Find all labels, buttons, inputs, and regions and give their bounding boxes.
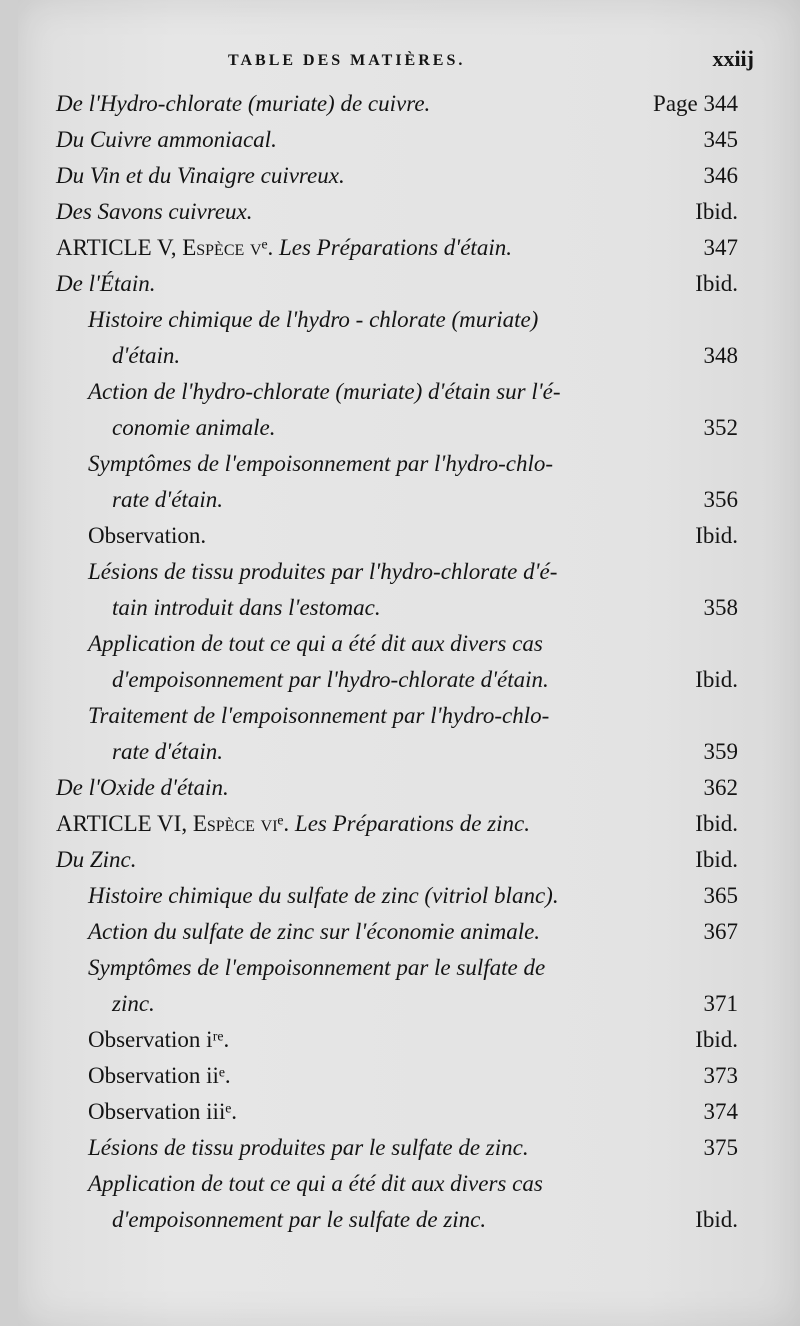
toc-entry (18, 878, 800, 914)
toc-entry-page: 375 (703, 1135, 738, 1160)
toc-entry (18, 194, 800, 230)
toc-entry-text: rate d'étain. (112, 487, 223, 512)
toc-entry-page: 371 (703, 991, 738, 1016)
toc-entry (18, 770, 800, 806)
toc-entry (18, 1022, 800, 1058)
toc-entry-text: ARTICLE V, Espèce vᵉ. Les Préparations d'étain. (56, 235, 512, 260)
toc-entry-text: Observation. (88, 523, 207, 548)
toc-entry-page: Ibid. (695, 1207, 738, 1232)
toc-entry (18, 1058, 800, 1094)
toc-entry-text: d'empoisonnement par l'hydro-chlorate d'étain. (112, 667, 549, 692)
toc-entry-page: 374 (703, 1099, 738, 1124)
toc-entry (18, 554, 800, 626)
toc-entry (18, 842, 800, 878)
toc-entry-page: Page 344 (653, 91, 738, 116)
toc-entry-text: rate d'étain. (112, 739, 223, 764)
toc-entry-text: Lésions de tissu produites par le sulfate de zinc. (88, 1135, 529, 1160)
toc-entry (18, 626, 800, 698)
toc-entry-page: Ibid. (695, 667, 738, 692)
header-page-number: xxiij (712, 46, 754, 71)
toc-entry-text: De l'Étain. (56, 271, 156, 296)
toc-entry-page: Ibid. (695, 271, 738, 296)
toc-entry (18, 86, 800, 122)
toc-entry-text: Observation iʳᵉ. (88, 1027, 230, 1052)
toc-entry-page: Ibid. (695, 847, 738, 872)
toc-entry-text: Application de tout ce qui a été dit aux divers cas (88, 1171, 543, 1196)
toc-entry-page: 356 (703, 487, 738, 512)
toc-entry-text: Des Savons cuivreux. (56, 199, 253, 224)
toc-entry-page: 352 (703, 415, 738, 440)
toc-entry-text: Du Vin et du Vinaigre cuivreux. (56, 163, 345, 188)
running-header (18, 46, 800, 74)
toc-entry (18, 302, 800, 374)
toc-entry (18, 266, 800, 302)
toc-entry (18, 518, 800, 554)
book-page (18, 0, 800, 1326)
toc-entry-page: 365 (703, 883, 738, 908)
toc-entry-page: Ibid. (695, 199, 738, 224)
toc-entry (18, 1130, 800, 1166)
toc-entry-page: 373 (703, 1063, 738, 1088)
header-title: TABLE DES MATIÈRES. (228, 52, 466, 69)
toc-entry (18, 806, 800, 842)
toc-entry-text: Du Zinc. (56, 847, 137, 872)
toc-entry (18, 950, 800, 1022)
toc-entry-page: 359 (703, 739, 738, 764)
toc-entry-page: 348 (703, 343, 738, 368)
toc-entry-text: Lésions de tissu produites par l'hydro-chlorate d'é- (88, 559, 558, 584)
toc-entry-page: 347 (703, 235, 738, 260)
toc-entry (18, 698, 800, 770)
toc-entry-text: ARTICLE VI, Espèce viᵉ. Les Préparations de zinc. (56, 811, 531, 836)
toc-entry-text: De l'Hydro-chlorate (muriate) de cuivre. (56, 91, 431, 116)
toc-entry-text: d'empoisonnement par le sulfate de zinc. (112, 1207, 487, 1232)
toc-entry (18, 1166, 800, 1238)
toc-entry-page: Ibid. (695, 811, 738, 836)
toc-entry-text: Observation iiiᵉ. (88, 1099, 237, 1124)
toc-entry (18, 1094, 800, 1130)
toc-entry-text: De l'Oxide d'étain. (56, 775, 229, 800)
toc-entry-text: Histoire chimique du sulfate de zinc (vitriol blanc). (88, 883, 559, 908)
toc-entry-text: Du Cuivre ammoniacal. (56, 127, 277, 152)
toc-entry-text: conomie animale. (112, 415, 276, 440)
toc-entry-text: Symptômes de l'empoisonnement par l'hydro-chlo- (88, 451, 554, 476)
toc-entry-text: Symptômes de l'empoisonnement par le sulfate de (88, 955, 546, 980)
toc-entry-text: Traitement de l'empoisonnement par l'hydro-chlo- (88, 703, 550, 728)
toc-entry (18, 122, 800, 158)
toc-entry-text: d'étain. (112, 343, 181, 368)
toc-entry (18, 230, 800, 266)
toc-entry-text: Action de l'hydro-chlorate (muriate) d'étain sur l'é- (88, 379, 561, 404)
toc-entry-text: Application de tout ce qui a été dit aux divers cas (88, 631, 543, 656)
toc-entry (18, 158, 800, 194)
toc-entry-page: 367 (703, 919, 738, 944)
toc-entry-page: Ibid. (695, 523, 738, 548)
toc-entry-page: 358 (703, 595, 738, 620)
toc-entry-text: Action du sulfate de zinc sur l'économie animale. (88, 919, 541, 944)
toc-entry-page: 345 (703, 127, 738, 152)
toc-entry-text: Histoire chimique de l'hydro - chlorate (muriate) (88, 307, 539, 332)
toc-entry (18, 446, 800, 518)
toc-entry (18, 374, 800, 446)
toc-entry-text: zinc. (112, 991, 155, 1016)
toc-entry-page: 362 (703, 775, 738, 800)
toc-entry-page: Ibid. (695, 1027, 738, 1052)
toc-entry-text: tain introduit dans l'estomac. (112, 595, 381, 620)
toc-entry-page: 346 (703, 163, 738, 188)
toc-entry (18, 914, 800, 950)
toc-entry-text: Observation iiᵉ. (88, 1063, 231, 1088)
